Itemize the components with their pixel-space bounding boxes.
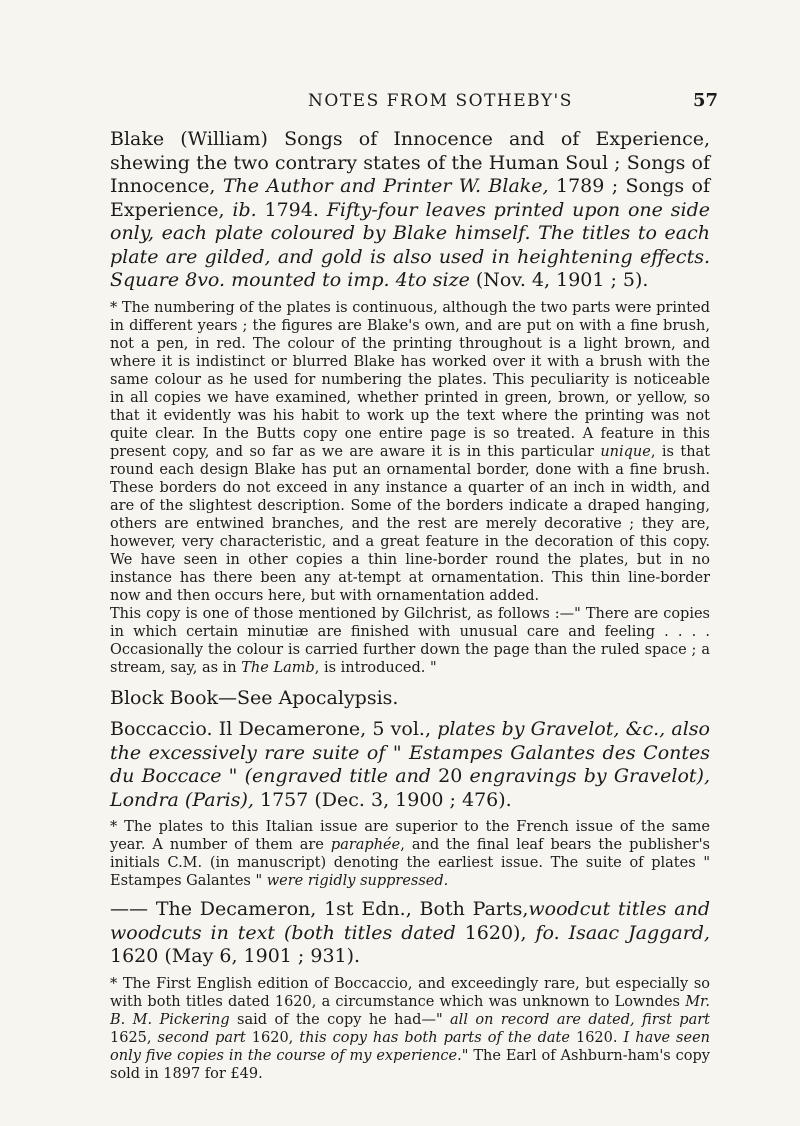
page-body bbox=[110, 128, 710, 1083]
entry-decameron-english: —— The Decameron, 1st Edn., Both Parts,woodcut titles and woodcuts in text (both titles dated 1620), fo. Isaac Jaggard, 1620 (May 6, 1901 ; 931). bbox=[110, 898, 710, 967]
note-blake-1: * The numbering of the plates is continuous, although the two parts were printed in different years ; the figures are Blake's own, and are put on with a fine brush, not a pen, in red. The colour of the printing throughout is a light brown, and where it is indistinct or blurred Blake has worked over it with a brush with the same colour as he used for numbering the plates. This peculiarity is noticeable in all copies we have examined, whether printed in green, brown, or yellow, so that it evidently was his habit to work up the text where the printing was not quite clear. In the Butts copy one entire page is so treated. A feature in this present copy, and so far as we are aware it is in this particular unique, is that round each design Blake has put an ornamental border, done with a fine brush. These borders do not exceed in any instance a quarter of an inch in width, and are of the slightest description. Some of the borders indicate a draped hanging, others are entwined branches, and the rest are merely decorative ; they are, however, very characteristic, and a great feature in the decoration of this copy. We have seen in other copies a thin line-border round the plates, but in no instance has there been any at-tempt at ornamentation. This thin line-border now and then occurs here, but with ornamentation added. bbox=[110, 299, 711, 604]
note-boccaccio-1: * The plates to this Italian issue are superior to the French issue of the same year. A number of them are paraphée, and the final leaf bears the publisher's initials C.M. (in manuscript) denoting the earliest issue. The suite of plates " Estampes Galantes " were rigidly suppressed. bbox=[110, 819, 711, 889]
entry-block-book: Block Book—See Apocalypsis. bbox=[110, 686, 399, 709]
entry-boccaccio: Boccaccio. Il Decamerone, 5 vol., plates by Gravelot, &c., also the excessively rare suite of " Estampes Galantes des Contes du Boccace " (engraved title and 20 engravings by Gravelot), Londra (Paris), 1757 (Dec. 3, 1900 ; 476). bbox=[110, 718, 710, 811]
running-head bbox=[138, 90, 718, 111]
page-number: 57 bbox=[692, 90, 718, 111]
note-decameron-english: * The First English edition of Boccaccio, and exceedingly rare, but especially so with both titles dated 1620, a circumstance which was unknown to Lowndes Mr. B. M. Pickering said of the copy he had—" all on record are dated, first part 1625, second part 1620, this copy has both parts of the date 1620. I have seen only five copies in the course of my experience." The Earl of Ashburn-ham's copy sold in 1897 for £49. bbox=[110, 975, 710, 1082]
running-head-title: NOTES FROM SOTHEBY'S bbox=[308, 91, 573, 111]
note-blake-2: This copy is one of those mentioned by Gilchrist, as follows :—" There are copies in which certain minutiæ are finished with unusual care and feeling . . . . Occasionally the colour is carried further down the page than the ruled space ; a stream, say, as in The Lamb, is introduced. " bbox=[110, 605, 710, 676]
entry-blake: Blake (William) Songs of Innocence and of Experience, shewing the two contrary states of the Human Soul ; Songs of Innocence, The Author and Printer W. Blake, 1789 ; Songs of Experience, ib. 1794. Fifty-four leaves printed upon one side only, each plate coloured by Blake himself. The titles to each plate are gilded, and gold is also used in heightening effects. Square 8vo. mounted to imp. 4to size (Nov. 4, 1901 ; 5). bbox=[110, 128, 710, 291]
